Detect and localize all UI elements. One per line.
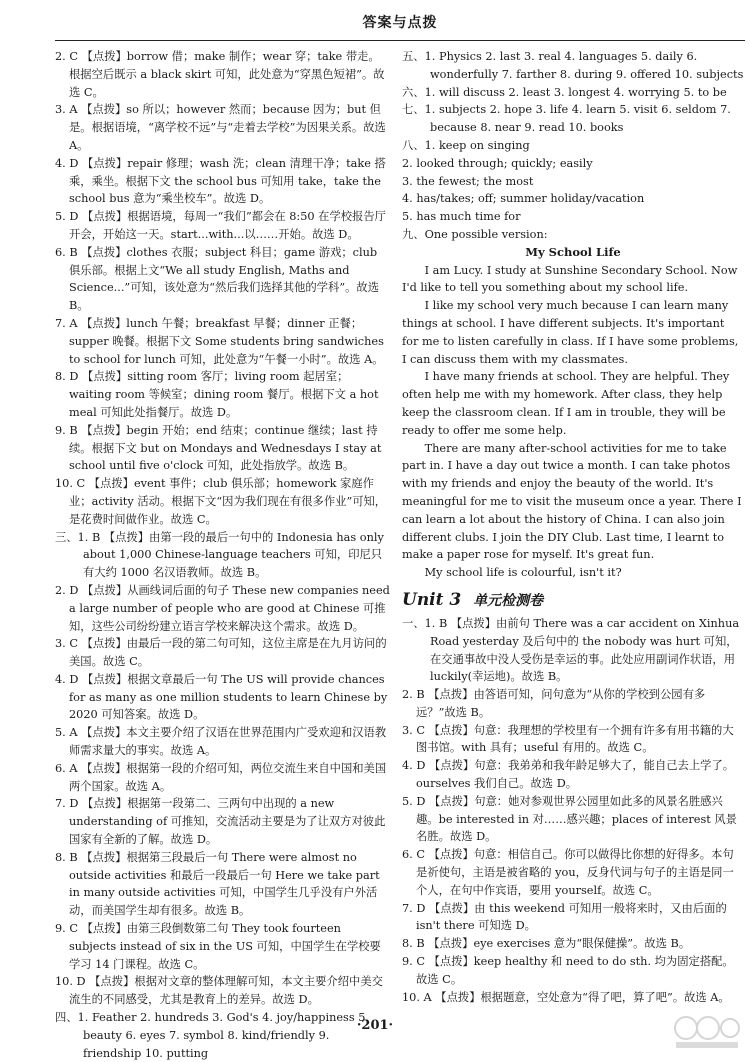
right-column	[402, 48, 744, 1006]
unit-subtitle: 单元检测卷	[473, 592, 544, 609]
page-number: ·201·	[356, 1018, 394, 1033]
answer-item: 2. B 【点拨】由答语可知，问句意为“从你的学校到公园有多远？”故选 B。	[402, 688, 706, 719]
answer-item: 五、1. Physics 2. last 3. real 4. languages 5. daily 6. wonderfully 7. farther 8. during 9. offered 10. subjects	[402, 50, 744, 81]
unit-heading	[402, 588, 744, 613]
answer-item: 2. looked through; quickly; easily	[402, 156, 593, 170]
answer-item: 三、1. B 【点拨】由第一段的最后一句中的 Indonesia has only about 1,000 Chinese-language teachers 可知，印尼只有大约 1000 名汉语教师。故选 B。	[55, 530, 384, 580]
answer-item: 4. D 【点拨】根据文章最后一句 The US will provide chances for as many as one million students to learn Chinese by 2020 可知答案。故选 D。	[55, 672, 388, 722]
answer-item: 5. D 【点拨】句意：她对参观世界公园里如此多的风景名胜感兴趣。be interested in 对……感兴趣；places of interest 风景名胜。故选 D。	[402, 794, 737, 844]
answer-item: 6. A 【点拨】根据第一段的介绍可知，两位交流生来自中国和美国两个国家。故选 A。	[55, 761, 387, 793]
essay-paragraph: I have many friends at school. They are helpful. They often help me with my homework. After class, they help keep the classroom clean. If I am in trouble, they will be ready to offer me some help.	[402, 370, 730, 437]
essay-paragraph: There are many after-school activities for me to take part in. I have a day out twice a month. I can take photos with my friends and enjoy the beauty of the world. It's meaningful for me to visit the museum once a year. There I can learn a lot about the history of China. I can also join different clubs. I join the DIY Club. Last time, I learnt to make a paper rose for myself. It's great fun.	[402, 441, 742, 562]
watermark-logo-icon	[672, 1012, 742, 1052]
answer-item: 3. A 【点拨】so 所以；however 然而；because 因为；but 但是。根据语境，“离学校不远”与“走着去学校”为因果关系。故选 A。	[55, 103, 386, 152]
answer-item: 一、1. B 【点拨】由前句 There was a car accident on Xinhua Road yesterday 及后句中的 the nobody was hurt 可知，在交通事故中没人受伤是幸运的事。此处应用副词作状语，用 luckily(幸运地)。故选 B。	[402, 616, 740, 684]
answer-item: 七、1. subjects 2. hope 3. life 4. learn 5. visit 6. seldom 7. because 8. near 9. read 10. books	[402, 103, 731, 135]
essay-paragraph: My school life is colourful, isn't it?	[424, 566, 622, 580]
answer-item: 九、One possible version:	[402, 227, 548, 241]
answer-item: 5. D 【点拨】根据语境，每周一“我们”都会在 8:50 在学校报告厅开会，开始这一天。start...with...以……开始。故选 D。	[55, 210, 386, 241]
answer-item: 3. the fewest; the most	[402, 174, 534, 188]
essay-title: My School Life	[525, 244, 621, 259]
left-column	[55, 48, 390, 1062]
answer-item: 8. B 【点拨】eye exercises 意为“眼保健操”。故选 B。	[402, 937, 691, 951]
answer-item: 3. C 【点拨】由最后一段的第二句可知，这位主席是在九月访问的美国。故选 C。	[55, 637, 387, 669]
answer-item: 4. D 【点拨】repair 修理；wash 洗；clean 清理干净；take 搭乘，乘坐。根据下文 the school bus 可知用 take，take the school bus 意为“乘坐校车”。故选 D。	[55, 156, 386, 206]
answer-item: 7. D 【点拨】由 this weekend 可知用一般将来时，又由后面的 isn't there 可知选 D。	[402, 901, 727, 933]
answer-item: 2. C 【点拨】borrow 借；make 制作；wear 穿；take 带走。根据空后既示 a black skirt 可知，此处意为“穿黑色短裙”。故选 C。	[55, 50, 385, 99]
answer-item: 10. A 【点拨】根据题意，空处意为“得了吧，算了吧”。故选 A。	[402, 990, 730, 1004]
answer-item: 6. B 【点拨】clothes 衣服；subject 科目；game 游戏；club 俱乐部。根据上文“We all study English, Maths and Science...”可知，该处意为“然后我们选择其他的学科”。故选 B。	[55, 245, 379, 313]
answer-item: 7. D 【点拨】根据第一段第二、三两句中出现的 a new understanding of 可推知，交流活动主要是为了让双方对彼此国家有全新的了解。故选 D。	[55, 797, 386, 847]
answer-list-bottom	[402, 615, 744, 1007]
unit-title: Unit 3	[402, 589, 462, 610]
answer-item: 2. D 【点拨】从画线词后面的句子 These new companies need a large number of people who are good at Chinese 可推知，这些公司纷纷建立语言学校来解决这个需求。故选 D。	[55, 583, 390, 633]
answer-item: 7. A 【点拨】lunch 午餐；breakfast 早餐；dinner 正餐；supper 晚餐。根据下文 Some students bring sandwiches to school for lunch 可知，此处意为“午餐一小时”。故选 A。	[55, 316, 384, 366]
answer-item: 5. has much time for	[402, 210, 521, 224]
answer-item: 3. C 【点拨】句意：我理想的学校里有一个拥有许多有用书籍的大图书馆。with 具有；useful 有用的。故选 C。	[402, 723, 734, 755]
essay-paragraph: I like my school very much because I can learn many things at school. I have different subjects. It's important for me to listen carefully in class. If I have some problems, I can discuss them with my classmates.	[402, 299, 739, 366]
answer-item: 4. D 【点拨】句意：我弟弟和我年龄足够大了，能自己去上学了。ourselves 我们自己。故选 D。	[402, 759, 735, 791]
answer-item: 10. D 【点拨】根据对文章的整体理解可知，本文主要介绍中美交流生的不同感受，尤其是教育上的差异。故选 D。	[55, 975, 383, 1007]
answer-item: 八、1. keep on singing	[402, 138, 530, 152]
header-title: 答案与点拨	[362, 15, 438, 31]
answer-item: 9. C 【点拨】由第三段倒数第二句 They took fourteen subjects instead of six in the US 可知，中国学生在学校要学习 14 门课程。故选 C。	[55, 922, 381, 971]
answer-item: 六、1. will discuss 2. least 3. longest 4. worrying 5. to be	[402, 85, 727, 99]
answer-item: 四、1. Feather 2. hundreds 3. God's 4. joy/happiness 5. beauty 6. eyes 7. symbol 8. kind/friendly 9. friendship 10. putting	[55, 1011, 370, 1060]
answer-item: 5. A 【点拨】本文主要介绍了汉语在世界范围内广受欢迎和汉语教师需求量大的事实。故选 A。	[55, 726, 387, 758]
answer-list-top	[402, 48, 744, 244]
answer-item: 10. C 【点拨】event 事件；club 俱乐部；homework 家庭作业；activity 活动。根据下文“因为我们现在有很多作业”可知，是花费时间做作业。故选 C。	[55, 477, 387, 526]
answer-item: 9. B 【点拨】begin 开始；end 结束；continue 继续；last 持续。根据下文 but on Mondays and Wednesdays I stay at school until five o'clock 可知，此处指放学。故选 B。	[55, 423, 382, 473]
answer-item: 6. C 【点拨】句意：相信自己。你可以做得比你想的好得多。本句是祈使句，主语是被省略的 you，反身代词与句子的主语是同一个人，在句中作宾语，要用 yourself。故选 C。	[402, 848, 734, 897]
answer-item: 8. D 【点拨】sitting room 客厅；living room 起居室；waiting room 等候室；dining room 餐厅。根据下文 a hot meal 可知此处指餐厅。故选 D。	[55, 370, 379, 419]
page-header	[55, 6, 745, 41]
answer-item: 8. B 【点拨】根据第三段最后一句 There were almost no outside activities 和最后一段最后一句 Here we take part in many outside activities 可知，中国学生几乎没有户外活动，而美国学生却有很多。故选 B。	[55, 850, 380, 918]
essay-body	[402, 262, 744, 582]
answer-item: 9. C 【点拨】keep healthy 和 need to do sth. 均为固定搭配。故选 C。	[402, 955, 734, 986]
answer-item: 4. has/takes; off; summer holiday/vacation	[402, 192, 645, 206]
essay-paragraph: I am Lucy. I study at Sunshine Secondary School. Now I'd like to tell you something about my school life.	[402, 263, 738, 295]
